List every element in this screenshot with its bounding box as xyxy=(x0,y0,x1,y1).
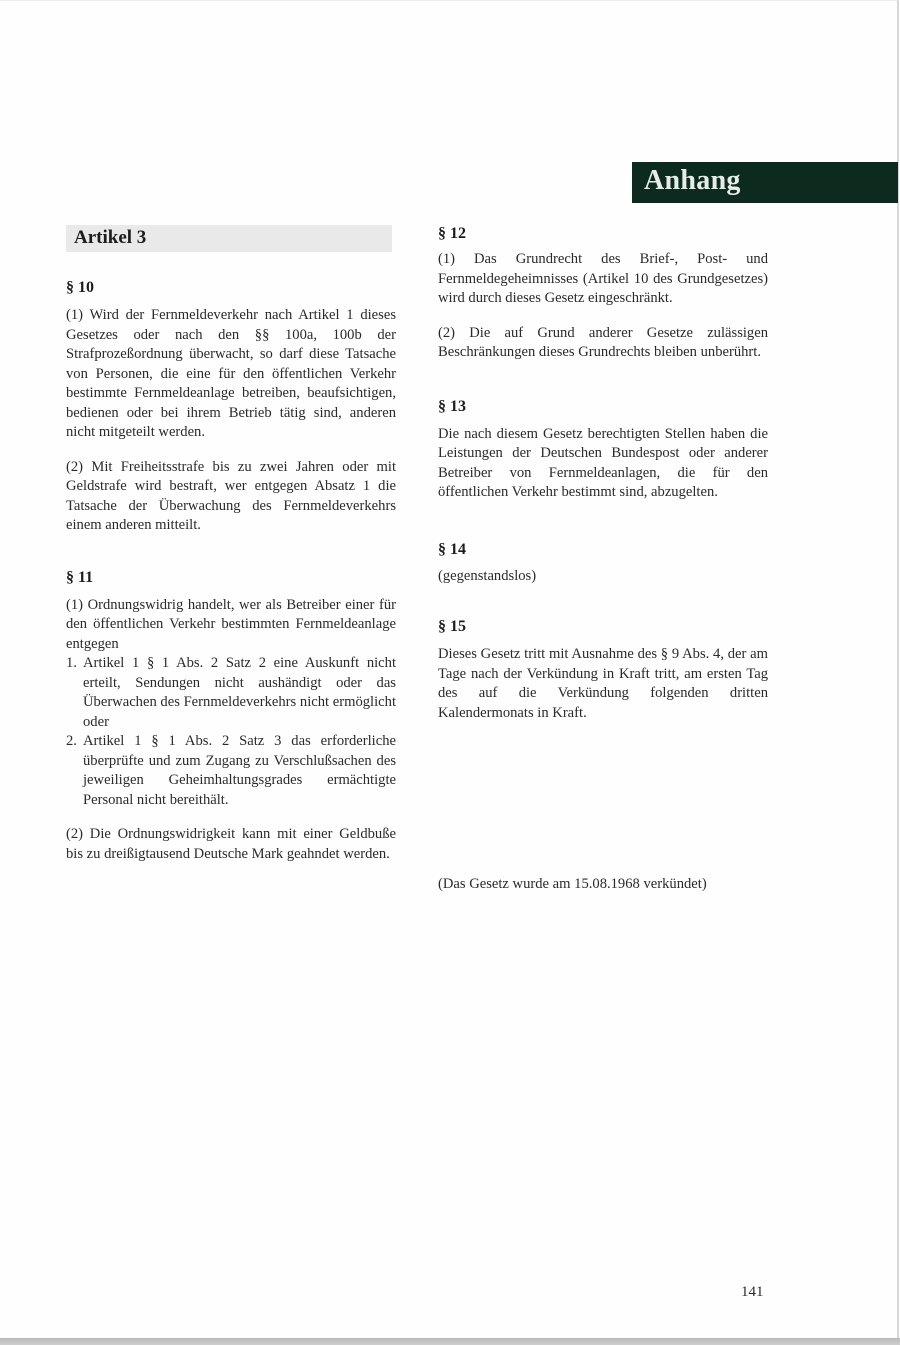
paragraph: Die nach diesem Gesetz berechtigten Stellen haben die Leistungen der Deutschen Bundespost oder anderer Betreiber von Fernmeldeanlagen, die für den öffentlichen Verkehr bestimmt sind, abzugelten. xyxy=(438,425,768,500)
article-heading: Artikel 3 xyxy=(74,227,147,248)
list-item xyxy=(66,654,396,732)
section-14 xyxy=(438,539,768,587)
section-15 xyxy=(438,616,768,723)
section-10 xyxy=(66,277,396,536)
numbered-list xyxy=(66,654,396,810)
section-banner xyxy=(632,162,898,203)
paragraph: (1) Wird der Fernmeldeverkehr nach Artikel 1 dieses Gesetzes oder nach den §§ 100a, 100b der Strafprozeßordnung überwacht, so darf diese Tatsache von Personen, die eine für den öffentlichen Verkehr bestimmte Fernmeldeanlage betreiben, beaufsichtigen, bedienen oder bei ihrem Betrieb tätig sind, anderen nicht mitgeteilt werden. xyxy=(66,307,396,440)
section-title: § 12 xyxy=(438,225,466,242)
section-title: § 10 xyxy=(66,279,94,296)
list-text: Artikel 1 § 1 Abs. 2 Satz 2 eine Auskunft nicht erteilt, Sendungen nicht aushändigt oder das Überwachen des Fernmeldeverkehrs nicht ermöglicht oder xyxy=(83,655,396,730)
section-title: § 11 xyxy=(66,568,94,586)
banner-title: Anhang xyxy=(644,165,741,196)
right-column xyxy=(438,223,768,723)
left-column xyxy=(66,277,396,864)
paragraph: (2) Mit Freiheitsstrafe bis zu zwei Jahren oder mit Geldstrafe wird bestraft, wer entgegen Absatz 1 die Tatsache der Überwachung des Fernmeldeverkehrs einem anderen mitteilt. xyxy=(66,458,396,533)
paragraph: (2) Die auf Grund anderer Gesetze zulässigen Beschränkungen dieses Grundrechts bleiben unberührt. xyxy=(438,324,768,360)
list-number: 1. xyxy=(66,655,77,671)
section-13 xyxy=(438,396,768,503)
paragraph: (1) Das Grundrecht des Brief-, Post- und Fernmeldegeheimnisses (Artikel 10 des Grundgesetzes) wird durch dieses Gesetz eingeschränkt. xyxy=(438,251,768,306)
list-item xyxy=(66,732,396,810)
section-12 xyxy=(438,223,768,363)
paragraph: (2) Die Ordnungswidrigkeit kann mit einer Geldbuße bis zu dreißigtausend Deutsche Mark geahndet werden. xyxy=(66,826,396,862)
list-text: Artikel 1 § 1 Abs. 2 Satz 3 das erforderliche überprüfte und zum Zugang zu Verschlußsachen des jeweiligen Geheimhaltungsgrades ermächtigte Personal nicht bereithält. xyxy=(83,733,396,808)
promulgation-note: (Das Gesetz wurde am 15.08.1968 verkündet) xyxy=(438,876,707,892)
section-title: § 13 xyxy=(438,397,466,415)
page-number: 141 xyxy=(741,1284,764,1300)
list-number: 2. xyxy=(66,733,77,749)
page-edge-shadow xyxy=(0,1338,900,1345)
paragraph: (gegenstandslos) xyxy=(438,567,537,584)
section-title: § 15 xyxy=(438,618,466,635)
paragraph: (1) Ordnungswidrig handelt, wer als Betreiber einer für den öffentlichen Verkehr bestimmten Fernmeldeanlage entgegen xyxy=(66,596,396,652)
section-11 xyxy=(66,567,396,865)
section-title: § 14 xyxy=(438,540,466,558)
paragraph: Dieses Gesetz tritt mit Ausnahme des § 9 Abs. 4, der am Tage nach der Verkündung in Kraft tritt, am ersten Tag des auf die Verkündung folgenden dritten Kalendermonats in Kraft. xyxy=(438,646,768,721)
article-heading-box xyxy=(66,225,392,252)
